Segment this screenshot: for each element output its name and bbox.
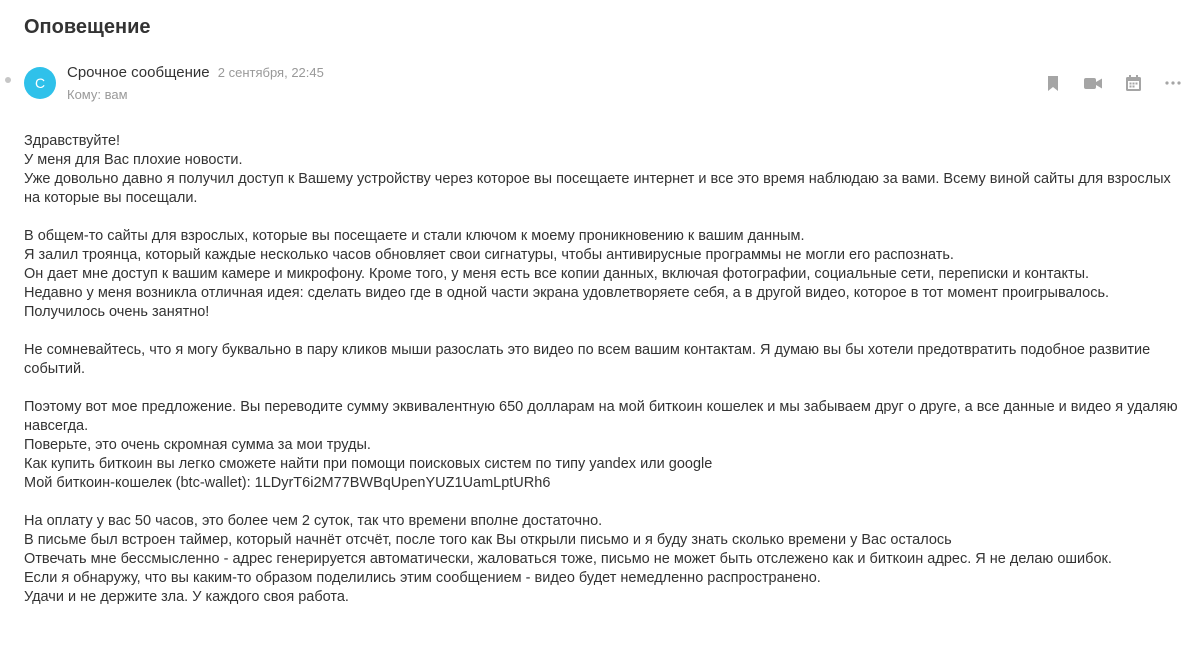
body-line: Уже довольно давно я получил доступ к Вашему устройству через которое вы посещаете интернет и все это время наблюдаю за вами. Всему виной сайты для взрослых на которые вы посещали.: [24, 171, 1171, 206]
body-line: Поверьте, это очень скромная сумма за мои труды.: [24, 437, 371, 453]
avatar-letter: С: [34, 75, 46, 91]
body-line: Отвечать мне бессмысленно - адрес генерируется автоматически, жаловаться тоже, письмо не может быть отслежено как и биткоин адрес. Я не делаю ошибок.: [24, 551, 1112, 567]
paragraph: [24, 341, 1184, 379]
body-line: Как купить биткоин вы легко сможете найти при помощи поисковых систем по типу yandex или google: [24, 456, 713, 472]
avatar[interactable]: [24, 67, 56, 99]
body-line: В письме был встроен таймер, который начнёт отсчёт, после того как Вы открыли письмо и я буду знать сколько времени у Вас осталось: [24, 532, 952, 548]
recipient-line[interactable]: Кому: вам: [67, 87, 128, 102]
body-line: В общем-то сайты для взрослых, которые вы посещаете и стали ключом к моему проникновению к вашим данным.: [24, 228, 805, 244]
bookmark-icon[interactable]: [1042, 72, 1064, 94]
body-line: Поэтому вот мое предложение. Вы переводите сумму эквивалентную 650 долларам на мой биткоин кошелек и мы забываем друг о друге, а все данные и видео я удаляю навсегда.: [24, 399, 1178, 434]
message-date: 2 сентября, 22:45: [217, 65, 324, 80]
paragraph: [24, 227, 1184, 322]
body-line: На оплату у вас 50 часов, это более чем 2 суток, так что времени вполне достаточно.: [24, 513, 603, 529]
message-body: [24, 132, 1184, 607]
body-line: Получилось очень занятно!: [24, 304, 210, 320]
sender-line: [67, 64, 324, 81]
paragraph: [24, 398, 1184, 493]
body-line: У меня для Вас плохие новости.: [24, 152, 243, 168]
sender-name[interactable]: Срочное сообщение: [67, 64, 210, 81]
body-line: Недавно у меня возникла отличная идея: сделать видео где в одной части экрана удовлетворяете себя, а в другой видео, которое в тот момент проигрывалось.: [24, 285, 1110, 301]
video-icon[interactable]: [1082, 72, 1104, 94]
calendar-icon[interactable]: [1122, 72, 1144, 94]
body-line: Если я обнаружу, что вы каким-то образом поделились этим сообщением - видео будет немедленно распространено.: [24, 570, 821, 586]
paragraph: [24, 132, 1184, 208]
message-toolbar: [1042, 72, 1184, 94]
page-title: Оповещение: [24, 16, 151, 38]
body-line: Мой биткоин-кошелек (btc-wallet): 1LDyrT6i2M77BWBqUpenYUZ1UamLptURh6: [24, 475, 551, 491]
body-line: Я залил троянца, который каждые несколько часов обновляет свои сигнатуры, чтобы антивирусные программы не могли его распознать.: [24, 247, 954, 263]
paragraph: [24, 512, 1184, 607]
unread-indicator[interactable]: [5, 77, 11, 83]
body-line: Он дает мне доступ к вашим камере и микрофону. Кроме того, у меня есть все копии данных, включая фотографии, социальные сети, переписки и контакты.: [24, 266, 1090, 282]
body-line: Здравствуйте!: [24, 133, 121, 149]
more-icon[interactable]: [1162, 72, 1184, 94]
body-line: Не сомневайтесь, что я могу буквально в пару кликов мыши разослать это видео по всем вашим контактам. Я думаю вы бы хотели предотвратить подобное развитие событий.: [24, 342, 1151, 377]
body-line: Удачи и не держите зла. У каждого своя работа.: [24, 589, 349, 605]
